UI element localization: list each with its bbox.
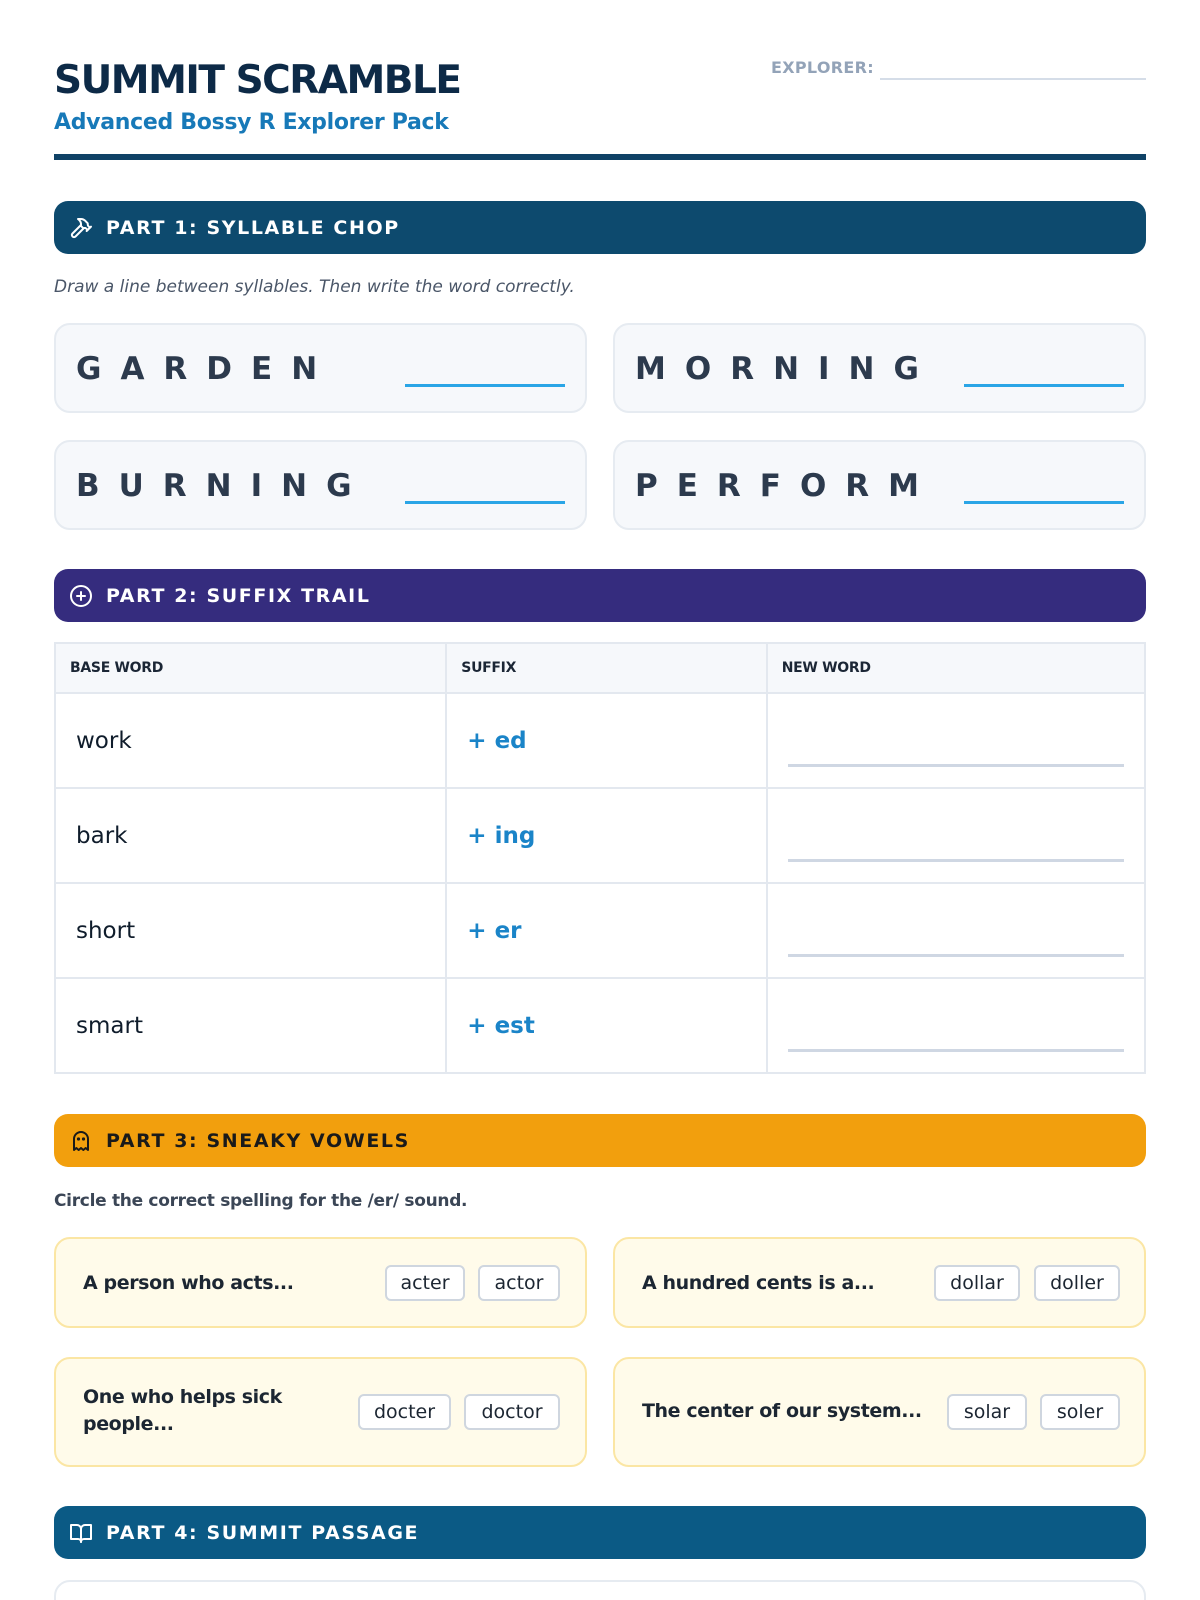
vowel-card [613,1237,1146,1328]
part3-instructions: Circle the correct spelling for the /er/ sound. [54,1191,468,1211]
ghost-icon [68,1128,94,1154]
explorer-label: EXPLORER: [771,58,874,77]
answer-line[interactable] [964,501,1124,504]
answer-line[interactable] [788,954,1124,957]
answer-line[interactable] [964,384,1124,387]
base-word: bark [55,788,446,883]
vowel-card [613,1357,1146,1467]
vowel-prompt: One who helps sick people... [83,1386,282,1435]
page-subtitle: Advanced Bossy R Explorer Pack [54,110,449,135]
new-word-cell[interactable] [767,693,1145,788]
answer-line[interactable] [405,384,565,387]
suffix: + er [446,883,766,978]
suffix: + ed [446,693,766,788]
choice-button[interactable]: soler [1040,1394,1120,1430]
syllable-word[interactable]: GARDEN [76,351,337,387]
section-banner-part3 [54,1114,1146,1167]
part1-instructions: Draw a line between syllables. Then write the word correctly. [54,277,575,297]
section-banner-part4 [54,1506,1146,1559]
vowel-prompt: A person who acts... [83,1272,294,1294]
choice-button[interactable]: solar [947,1394,1027,1430]
choice-button[interactable]: doctor [464,1394,560,1430]
answer-line[interactable] [788,1049,1124,1052]
choice-button[interactable]: docter [358,1394,451,1430]
syllable-word[interactable]: BURNING [76,468,371,504]
table-row [55,693,1145,788]
passage-card [54,1580,1146,1600]
syllable-card [613,323,1146,413]
section-title: PART 2: SUFFIX TRAIL [106,584,371,607]
table-row [55,788,1145,883]
answer-line[interactable] [788,764,1124,767]
section-banner-part1 [54,201,1146,254]
table-row [55,978,1145,1073]
vowel-card [54,1237,587,1328]
section-title: PART 1: SYLLABLE CHOP [106,216,400,239]
syllable-card [54,440,587,530]
base-word: short [55,883,446,978]
new-word-cell[interactable] [767,883,1145,978]
hammer-icon [68,215,94,241]
suffix: + ing [446,788,766,883]
table-row [55,883,1145,978]
book-open-icon [68,1520,94,1546]
choice-button[interactable]: doller [1034,1265,1120,1301]
plus-circle-icon [68,583,94,609]
suffix: + est [446,978,766,1073]
base-word: work [55,693,446,788]
vowel-card [54,1357,587,1467]
new-word-cell[interactable] [767,788,1145,883]
section-title: PART 4: SUMMIT PASSAGE [106,1521,420,1544]
suffix-table [54,642,1146,1074]
worksheet-page [54,0,1146,1544]
choice-button[interactable]: dollar [934,1265,1020,1301]
choice-button[interactable]: acter [385,1265,465,1301]
syllable-word[interactable]: MORNING [635,351,938,387]
syllable-card [613,440,1146,530]
choice-button[interactable]: actor [478,1265,560,1301]
section-title: PART 3: SNEAKY VOWELS [106,1129,410,1152]
column-header: SUFFIX [446,643,766,693]
header-divider [54,154,1146,160]
base-word: smart [55,978,446,1073]
worksheet-header [54,0,1146,160]
answer-line[interactable] [405,501,565,504]
new-word-cell[interactable] [767,978,1145,1073]
section-banner-part2 [54,569,1146,622]
syllable-card [54,323,587,413]
answer-line[interactable] [788,859,1124,862]
syllable-word[interactable]: PERFORM [635,468,939,504]
explorer-name-field[interactable] [880,78,1146,80]
column-header: BASE WORD [55,643,446,693]
column-header: NEW WORD [767,643,1145,693]
table-header-row [55,643,1145,693]
vowel-prompt: The center of our system... [642,1400,922,1422]
page-title: SUMMIT SCRAMBLE [54,58,461,103]
vowel-prompt: A hundred cents is a... [642,1272,875,1294]
